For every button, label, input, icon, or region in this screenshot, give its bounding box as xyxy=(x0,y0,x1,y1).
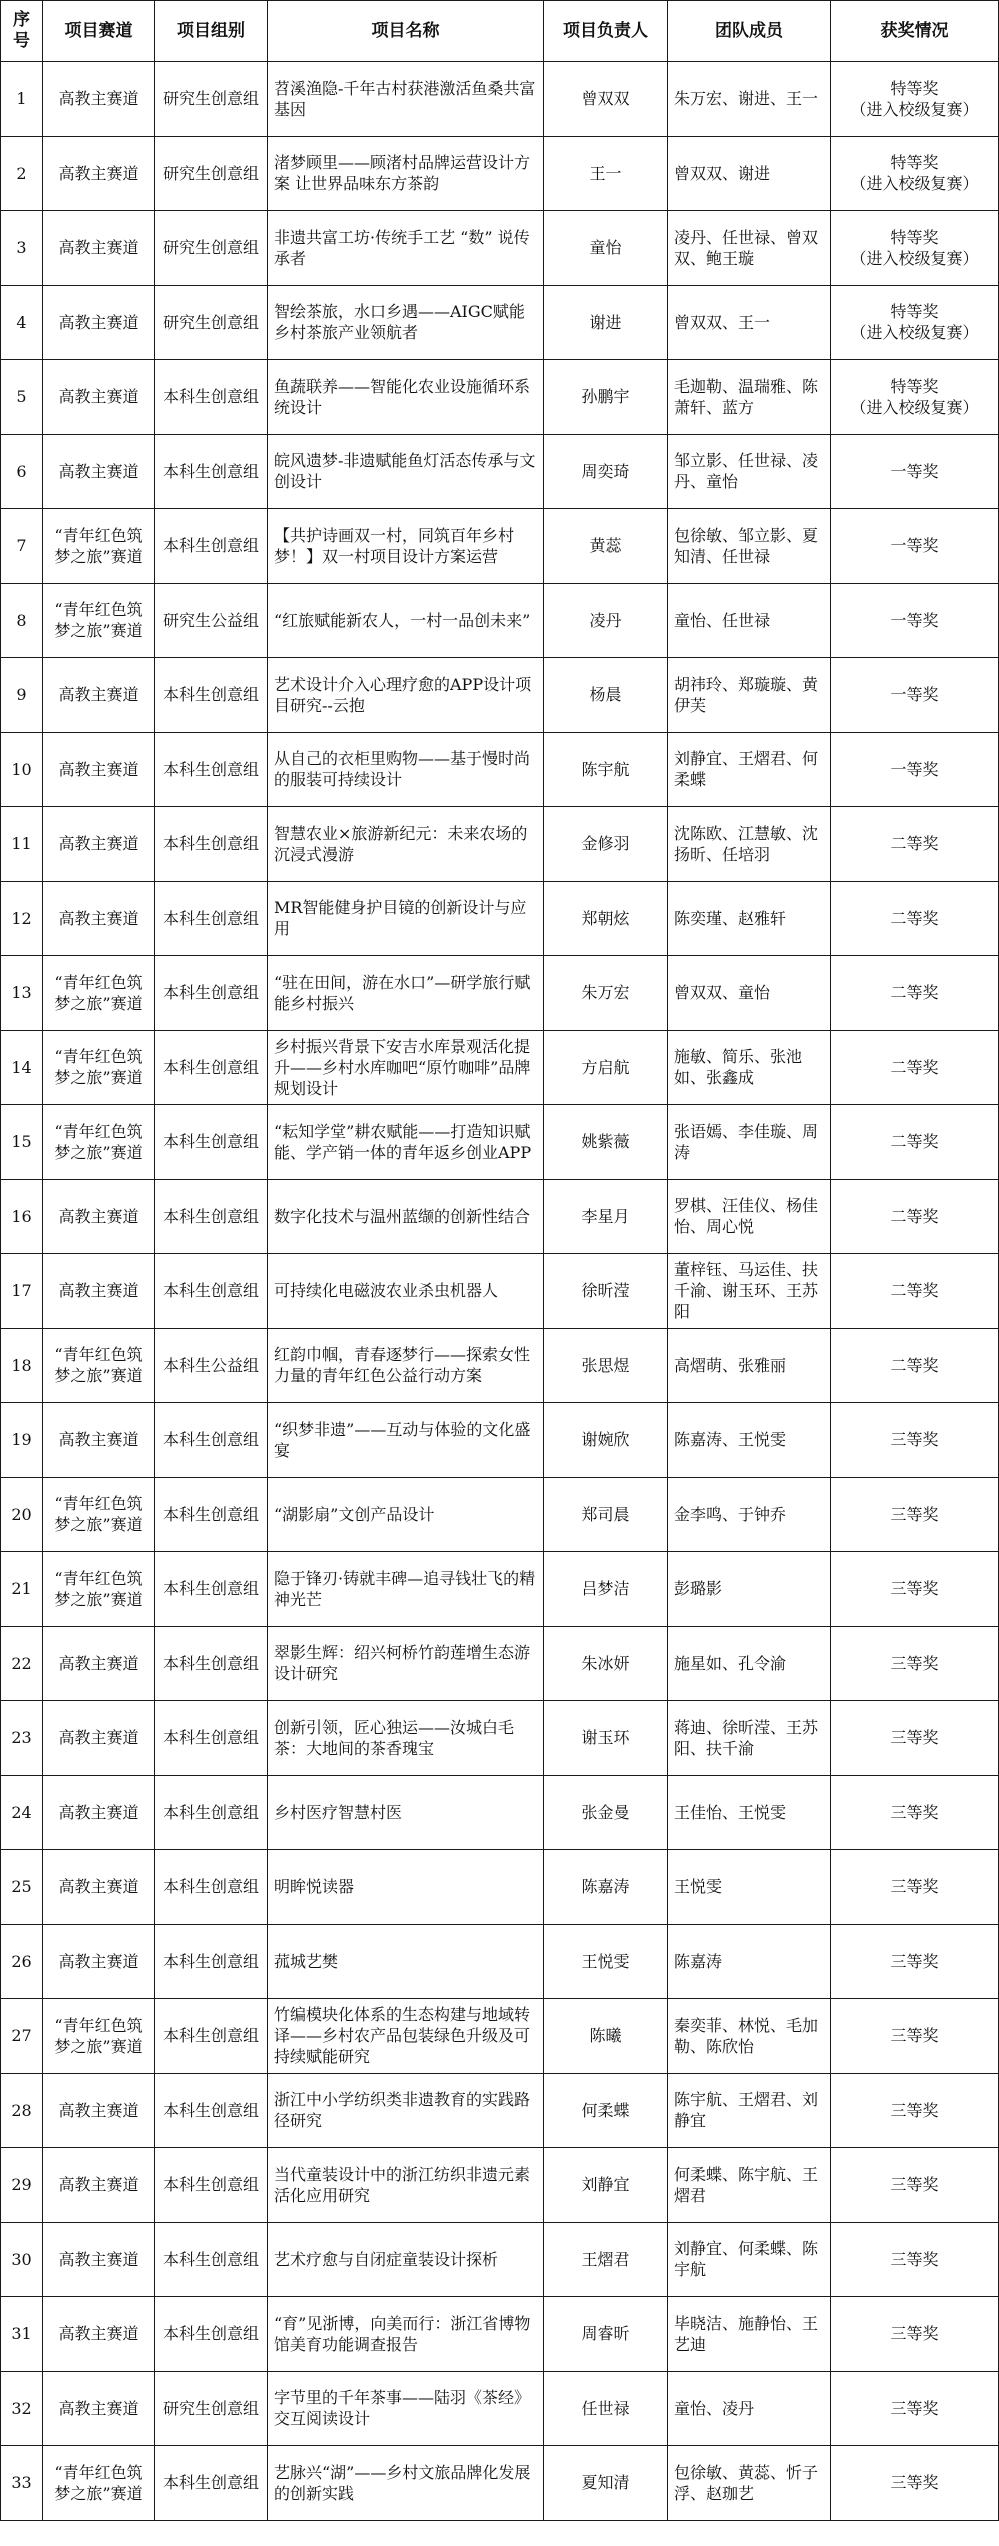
row-award: 三等奖 xyxy=(831,1999,999,2074)
table-row xyxy=(1,732,999,807)
row-project-name: 从自己的衣柜里购物——基于慢时尚的服装可持续设计 xyxy=(268,732,544,807)
row-award: 特等奖 （进入校级复赛） xyxy=(831,360,999,435)
row-index: 32 xyxy=(1,2371,43,2446)
row-project-name: 明眸悦读器 xyxy=(268,1850,544,1925)
row-group: 本科生创意组 xyxy=(155,1030,268,1105)
row-award: 一等奖 xyxy=(831,732,999,807)
row-group: 本科生创意组 xyxy=(155,1254,268,1329)
row-group: 研究生创意组 xyxy=(155,2371,268,2446)
row-leader: 谢婉欣 xyxy=(544,1403,668,1478)
row-track: 高教主赛道 xyxy=(43,360,155,435)
row-project-name: 艺术疗愈与自闭症童装设计探析 xyxy=(268,2222,544,2297)
row-award: 二等奖 xyxy=(831,1328,999,1403)
row-index: 8 xyxy=(1,583,43,658)
row-project-name: 鱼蔬联养——智能化农业设施循环系统设计 xyxy=(268,360,544,435)
row-leader: 方启航 xyxy=(544,1030,668,1105)
row-project-name: “织梦非遗”——互动与体验的文化盛宴 xyxy=(268,1403,544,1478)
row-index: 13 xyxy=(1,956,43,1031)
table-row xyxy=(1,2073,999,2148)
row-track: 高教主赛道 xyxy=(43,2371,155,2446)
row-award: 一等奖 xyxy=(831,658,999,733)
row-leader: 姚紫薇 xyxy=(544,1105,668,1180)
row-members: 沈陈欧、江慧敏、沈扬昕、任培羽 xyxy=(668,807,831,882)
row-project-name: 非遗共富工坊·传统手工艺 “数” 说传承者 xyxy=(268,211,544,286)
row-award: 三等奖 xyxy=(831,2073,999,2148)
row-leader: 谢进 xyxy=(544,285,668,360)
table-row xyxy=(1,1030,999,1105)
row-award: 二等奖 xyxy=(831,881,999,956)
row-members: 董梓钰、马运佳、扶千渝、谢玉环、王苏阳 xyxy=(668,1254,831,1329)
row-award: 三等奖 xyxy=(831,2446,999,2521)
table-row xyxy=(1,807,999,882)
row-leader: 陈宇航 xyxy=(544,732,668,807)
row-group: 本科生创意组 xyxy=(155,2148,268,2223)
table-row xyxy=(1,881,999,956)
header-project-name: 项目名称 xyxy=(268,1,544,62)
row-members: 蒋迪、徐昕滢、王苏阳、扶千渝 xyxy=(668,1701,831,1776)
row-track: 高教主赛道 xyxy=(43,658,155,733)
table-row xyxy=(1,1626,999,1701)
row-leader: 王悦雯 xyxy=(544,1924,668,1999)
row-track: 高教主赛道 xyxy=(43,1775,155,1850)
row-award: 三等奖 xyxy=(831,1552,999,1627)
row-group: 本科生创意组 xyxy=(155,1552,268,1627)
row-group: 本科生创意组 xyxy=(155,509,268,584)
row-project-name: 【共护诗画双一村，同筑百年乡村梦！】双一村项目设计方案运营 xyxy=(268,509,544,584)
row-group: 本科生创意组 xyxy=(155,1850,268,1925)
header-track: 项目赛道 xyxy=(43,1,155,62)
row-leader: 周奕琦 xyxy=(544,434,668,509)
row-index: 16 xyxy=(1,1179,43,1254)
row-track: “青年红色筑梦之旅”赛道 xyxy=(43,509,155,584)
row-leader: 周睿昕 xyxy=(544,2297,668,2372)
row-leader: 孙鹏宇 xyxy=(544,360,668,435)
row-project-name: “红旅赋能新农人，一村一品创未来” xyxy=(268,583,544,658)
row-group: 研究生创意组 xyxy=(155,211,268,286)
row-members: 陈奕瑾、赵雅轩 xyxy=(668,881,831,956)
row-index: 11 xyxy=(1,807,43,882)
row-award: 特等奖 （进入校级复赛） xyxy=(831,285,999,360)
row-index: 6 xyxy=(1,434,43,509)
row-award: 三等奖 xyxy=(831,2371,999,2446)
row-award: 一等奖 xyxy=(831,434,999,509)
row-group: 研究生创意组 xyxy=(155,62,268,137)
row-index: 27 xyxy=(1,1999,43,2074)
row-track: “青年红色筑梦之旅”赛道 xyxy=(43,1999,155,2074)
row-award: 特等奖 （进入校级复赛） xyxy=(831,211,999,286)
row-project-name: 皖风遗梦-非遗赋能鱼灯活态传承与文创设计 xyxy=(268,434,544,509)
row-index: 21 xyxy=(1,1552,43,1627)
row-leader: 吕梦洁 xyxy=(544,1552,668,1627)
row-leader: 凌丹 xyxy=(544,583,668,658)
row-track: 高教主赛道 xyxy=(43,2222,155,2297)
row-project-name: 菰城艺樊 xyxy=(268,1924,544,1999)
header-award: 获奖情况 xyxy=(831,1,999,62)
row-index: 29 xyxy=(1,2148,43,2223)
row-leader: 何柔蝶 xyxy=(544,2073,668,2148)
row-members: 胡祎玲、郑璇璇、黄伊芙 xyxy=(668,658,831,733)
row-index: 15 xyxy=(1,1105,43,1180)
row-leader: 朱冰妍 xyxy=(544,1626,668,1701)
table-row xyxy=(1,2297,999,2372)
row-group: 本科生创意组 xyxy=(155,434,268,509)
row-project-name: 红韵巾帼，青春逐梦行——探索女性力量的青年红色公益行动方案 xyxy=(268,1328,544,1403)
row-members: 金李鸣、于钟乔 xyxy=(668,1477,831,1552)
row-project-name: 浙江中小学纺织类非遗教育的实践路径研究 xyxy=(268,2073,544,2148)
row-index: 23 xyxy=(1,1701,43,1776)
table-row xyxy=(1,360,999,435)
row-index: 18 xyxy=(1,1328,43,1403)
table-row xyxy=(1,658,999,733)
row-index: 33 xyxy=(1,2446,43,2521)
row-track: 高教主赛道 xyxy=(43,211,155,286)
row-project-name: 智慧农业×旅游新纪元：未来农场的沉浸式漫游 xyxy=(268,807,544,882)
row-index: 3 xyxy=(1,211,43,286)
row-leader: 童怡 xyxy=(544,211,668,286)
row-members: 陈宇航、王熠君、刘静宜 xyxy=(668,2073,831,2148)
row-project-name: 翠影生辉：绍兴柯桥竹韵莲增生态游设计研究 xyxy=(268,1626,544,1701)
table-row xyxy=(1,285,999,360)
row-track: 高教主赛道 xyxy=(43,1179,155,1254)
row-index: 5 xyxy=(1,360,43,435)
row-award: 三等奖 xyxy=(831,1477,999,1552)
row-award: 三等奖 xyxy=(831,1403,999,1478)
row-project-name: 智绘茶旅，水口乡遇——AIGC赋能乡村茶旅产业领航者 xyxy=(268,285,544,360)
row-index: 20 xyxy=(1,1477,43,1552)
row-award: 特等奖 （进入校级复赛） xyxy=(831,62,999,137)
row-project-name: “湖影扇”文创产品设计 xyxy=(268,1477,544,1552)
table-row xyxy=(1,956,999,1031)
table-row xyxy=(1,434,999,509)
row-project-name: 数字化技术与温州蓝缬的创新性结合 xyxy=(268,1179,544,1254)
row-leader: 郑司晨 xyxy=(544,1477,668,1552)
row-track: 高教主赛道 xyxy=(43,881,155,956)
row-members: 凌丹、任世禄、曾双双、鲍王璇 xyxy=(668,211,831,286)
row-award: 一等奖 xyxy=(831,509,999,584)
row-track: 高教主赛道 xyxy=(43,1850,155,1925)
row-index: 24 xyxy=(1,1775,43,1850)
table-row xyxy=(1,62,999,137)
table-row xyxy=(1,1850,999,1925)
table-row xyxy=(1,136,999,211)
row-track: 高教主赛道 xyxy=(43,62,155,137)
table-row xyxy=(1,1999,999,2074)
row-leader: 金修羽 xyxy=(544,807,668,882)
row-members: 秦奕菲、林悦、毛加勒、陈欣怡 xyxy=(668,1999,831,2074)
row-award: 二等奖 xyxy=(831,956,999,1031)
row-leader: 朱万宏 xyxy=(544,956,668,1031)
row-members: 王悦雯 xyxy=(668,1850,831,1925)
row-members: 陈嘉涛、王悦雯 xyxy=(668,1403,831,1478)
row-award: 二等奖 xyxy=(831,807,999,882)
row-group: 本科生创意组 xyxy=(155,2297,268,2372)
table-row xyxy=(1,1775,999,1850)
row-award: 三等奖 xyxy=(831,1850,999,1925)
row-award: 三等奖 xyxy=(831,2297,999,2372)
table-row xyxy=(1,1701,999,1776)
row-track: 高教主赛道 xyxy=(43,285,155,360)
row-members: 张语嫣、李佳璇、周涛 xyxy=(668,1105,831,1180)
row-award: 一等奖 xyxy=(831,583,999,658)
row-leader: 曾双双 xyxy=(544,62,668,137)
row-project-name: 字节里的千年茶事——陆羽《茶经》交互阅读设计 xyxy=(268,2371,544,2446)
row-leader: 刘静宜 xyxy=(544,2148,668,2223)
row-project-name: MR智能健身护目镜的创新设计与应用 xyxy=(268,881,544,956)
row-members: 包徐敏、邹立影、夏知清、任世禄 xyxy=(668,509,831,584)
row-index: 17 xyxy=(1,1254,43,1329)
row-index: 4 xyxy=(1,285,43,360)
row-track: 高教主赛道 xyxy=(43,2073,155,2148)
table-row xyxy=(1,1254,999,1329)
row-group: 本科生创意组 xyxy=(155,732,268,807)
header-members: 团队成员 xyxy=(668,1,831,62)
row-project-name: 艺术设计介入心理疗愈的APP设计项目研究--云抱 xyxy=(268,658,544,733)
row-leader: 杨晨 xyxy=(544,658,668,733)
row-project-name: 乡村振兴背景下安吉水库景观活化提升——乡村水库咖吧“原竹咖啡”品牌规划设计 xyxy=(268,1030,544,1105)
row-track: 高教主赛道 xyxy=(43,1924,155,1999)
row-award: 三等奖 xyxy=(831,2222,999,2297)
row-index: 10 xyxy=(1,732,43,807)
row-index: 1 xyxy=(1,62,43,137)
row-project-name: 创新引领，匠心独运——汝城白毛茶：大地间的茶香瑰宝 xyxy=(268,1701,544,1776)
row-award: 二等奖 xyxy=(831,1105,999,1180)
row-group: 本科生创意组 xyxy=(155,1626,268,1701)
row-project-name: “驻在田间，游在水口”—研学旅行赋能乡村振兴 xyxy=(268,956,544,1031)
row-group: 本科生公益组 xyxy=(155,1328,268,1403)
row-award: 三等奖 xyxy=(831,1924,999,1999)
row-members: 陈嘉涛 xyxy=(668,1924,831,1999)
row-group: 本科生创意组 xyxy=(155,956,268,1031)
row-track: “青年红色筑梦之旅”赛道 xyxy=(43,1552,155,1627)
table-row xyxy=(1,1328,999,1403)
row-project-name: 可持续化电磁波农业杀虫机器人 xyxy=(268,1254,544,1329)
row-group: 本科生创意组 xyxy=(155,1775,268,1850)
row-leader: 王一 xyxy=(544,136,668,211)
row-leader: 郑朝炫 xyxy=(544,881,668,956)
table-row xyxy=(1,2446,999,2521)
row-members: 邹立影、任世禄、凌丹、童怡 xyxy=(668,434,831,509)
row-track: 高教主赛道 xyxy=(43,2148,155,2223)
table-row xyxy=(1,2222,999,2297)
row-project-name: 竹编模块化体系的生态构建与地域转译——乡村农产品包装绿色升级及可持续赋能研究 xyxy=(268,1999,544,2074)
table-row xyxy=(1,583,999,658)
row-members: 高熠萌、张雅丽 xyxy=(668,1328,831,1403)
row-index: 22 xyxy=(1,1626,43,1701)
row-index: 14 xyxy=(1,1030,43,1105)
row-group: 本科生创意组 xyxy=(155,658,268,733)
row-leader: 陈曦 xyxy=(544,1999,668,2074)
table-row xyxy=(1,2148,999,2223)
table-row xyxy=(1,1924,999,1999)
row-group: 研究生创意组 xyxy=(155,285,268,360)
row-leader: 张金曼 xyxy=(544,1775,668,1850)
row-group: 本科生创意组 xyxy=(155,1477,268,1552)
row-index: 30 xyxy=(1,2222,43,2297)
row-track: “青年红色筑梦之旅”赛道 xyxy=(43,956,155,1031)
row-project-name: 乡村医疗智慧村医 xyxy=(268,1775,544,1850)
row-award: 特等奖 （进入校级复赛） xyxy=(831,136,999,211)
row-project-name: 苕溪渔隐-千年古村获港激活鱼桑共富基因 xyxy=(268,62,544,137)
row-group: 本科生创意组 xyxy=(155,1105,268,1180)
row-award: 三等奖 xyxy=(831,2148,999,2223)
row-track: “青年红色筑梦之旅”赛道 xyxy=(43,2446,155,2521)
row-project-name: “育”见浙博，向美而行：浙江省博物馆美育功能调查报告 xyxy=(268,2297,544,2372)
header-index: 序号 xyxy=(1,1,43,62)
table-header-row xyxy=(1,1,999,62)
row-track: “青年红色筑梦之旅”赛道 xyxy=(43,583,155,658)
row-members: 包徐敏、黄蕊、忻子浮、赵珈艺 xyxy=(668,2446,831,2521)
row-members: 朱万宏、谢进、王一 xyxy=(668,62,831,137)
row-track: 高教主赛道 xyxy=(43,136,155,211)
row-index: 9 xyxy=(1,658,43,733)
table-row xyxy=(1,509,999,584)
row-members: 曾双双、谢进 xyxy=(668,136,831,211)
row-group: 本科生创意组 xyxy=(155,1179,268,1254)
row-members: 刘静宜、王熠君、何柔蝶 xyxy=(668,732,831,807)
table-row xyxy=(1,1179,999,1254)
row-award: 二等奖 xyxy=(831,1030,999,1105)
row-members: 何柔蝶、陈宇航、王熠君 xyxy=(668,2148,831,2223)
row-members: 曾双双、王一 xyxy=(668,285,831,360)
row-group: 本科生创意组 xyxy=(155,2222,268,2297)
row-index: 7 xyxy=(1,509,43,584)
row-award: 二等奖 xyxy=(831,1179,999,1254)
row-group: 本科生创意组 xyxy=(155,1924,268,1999)
row-members: 刘静宜、何柔蝶、陈宇航 xyxy=(668,2222,831,2297)
row-members: 施星如、孔令渝 xyxy=(668,1626,831,1701)
row-track: 高教主赛道 xyxy=(43,1254,155,1329)
row-track: “青年红色筑梦之旅”赛道 xyxy=(43,1105,155,1180)
row-track: “青年红色筑梦之旅”赛道 xyxy=(43,1477,155,1552)
header-leader: 项目负责人 xyxy=(544,1,668,62)
row-track: 高教主赛道 xyxy=(43,2297,155,2372)
row-group: 研究生创意组 xyxy=(155,136,268,211)
row-track: 高教主赛道 xyxy=(43,807,155,882)
row-group: 本科生创意组 xyxy=(155,1701,268,1776)
row-track: “青年红色筑梦之旅”赛道 xyxy=(43,1030,155,1105)
table-row xyxy=(1,2371,999,2446)
row-award: 二等奖 xyxy=(831,1254,999,1329)
row-award: 三等奖 xyxy=(831,1775,999,1850)
row-award: 三等奖 xyxy=(831,1626,999,1701)
row-group: 本科生创意组 xyxy=(155,360,268,435)
row-project-name: 隐于锋刃·铸就丰碑—追寻钱壮飞的精神光芒 xyxy=(268,1552,544,1627)
row-track: 高教主赛道 xyxy=(43,1626,155,1701)
row-members: 施敏、简乐、张池如、张鑫成 xyxy=(668,1030,831,1105)
row-members: 彭璐影 xyxy=(668,1552,831,1627)
row-group: 本科生创意组 xyxy=(155,1999,268,2074)
row-index: 12 xyxy=(1,881,43,956)
row-index: 28 xyxy=(1,2073,43,2148)
table-row xyxy=(1,1105,999,1180)
row-leader: 谢玉环 xyxy=(544,1701,668,1776)
table-row xyxy=(1,1403,999,1478)
row-group: 研究生公益组 xyxy=(155,583,268,658)
row-index: 19 xyxy=(1,1403,43,1478)
row-members: 童怡、任世禄 xyxy=(668,583,831,658)
table-body xyxy=(1,62,999,2521)
row-index: 26 xyxy=(1,1924,43,1999)
row-members: 王佳怡、王悦雯 xyxy=(668,1775,831,1850)
row-index: 2 xyxy=(1,136,43,211)
row-members: 童怡、凌丹 xyxy=(668,2371,831,2446)
row-leader: 陈嘉涛 xyxy=(544,1850,668,1925)
row-index: 31 xyxy=(1,2297,43,2372)
row-group: 本科生创意组 xyxy=(155,2073,268,2148)
row-leader: 夏知清 xyxy=(544,2446,668,2521)
row-group: 本科生创意组 xyxy=(155,2446,268,2521)
row-group: 本科生创意组 xyxy=(155,881,268,956)
row-project-name: “耘知学堂”耕农赋能——打造知识赋能、学产销一体的青年返乡创业APP xyxy=(268,1105,544,1180)
table-row xyxy=(1,1552,999,1627)
row-track: “青年红色筑梦之旅”赛道 xyxy=(43,1328,155,1403)
row-track: 高教主赛道 xyxy=(43,732,155,807)
row-leader: 徐昕滢 xyxy=(544,1254,668,1329)
row-members: 罗棋、汪佳仪、杨佳怡、周心悦 xyxy=(668,1179,831,1254)
row-members: 毕晓洁、施静怡、王艺迪 xyxy=(668,2297,831,2372)
row-members: 毛迦勒、温瑞雅、陈萧轩、蓝方 xyxy=(668,360,831,435)
row-leader: 张思煜 xyxy=(544,1328,668,1403)
row-group: 本科生创意组 xyxy=(155,1403,268,1478)
table-row xyxy=(1,211,999,286)
header-group: 项目组别 xyxy=(155,1,268,62)
row-track: 高教主赛道 xyxy=(43,1403,155,1478)
row-project-name: 艺脉兴“湖”——乡村文旅品牌化发展的创新实践 xyxy=(268,2446,544,2521)
row-track: 高教主赛道 xyxy=(43,434,155,509)
row-award: 三等奖 xyxy=(831,1701,999,1776)
row-index: 25 xyxy=(1,1850,43,1925)
row-project-name: 渚梦顾里——顾渚村品牌运营设计方案 让世界品味东方茶韵 xyxy=(268,136,544,211)
row-group: 本科生创意组 xyxy=(155,807,268,882)
row-members: 曾双双、童怡 xyxy=(668,956,831,1031)
table-row xyxy=(1,1477,999,1552)
row-leader: 黄蕊 xyxy=(544,509,668,584)
row-project-name: 当代童装设计中的浙江纺织非遗元素活化应用研究 xyxy=(268,2148,544,2223)
row-track: 高教主赛道 xyxy=(43,1701,155,1776)
row-leader: 王熠君 xyxy=(544,2222,668,2297)
row-leader: 李星月 xyxy=(544,1179,668,1254)
row-leader: 任世禄 xyxy=(544,2371,668,2446)
